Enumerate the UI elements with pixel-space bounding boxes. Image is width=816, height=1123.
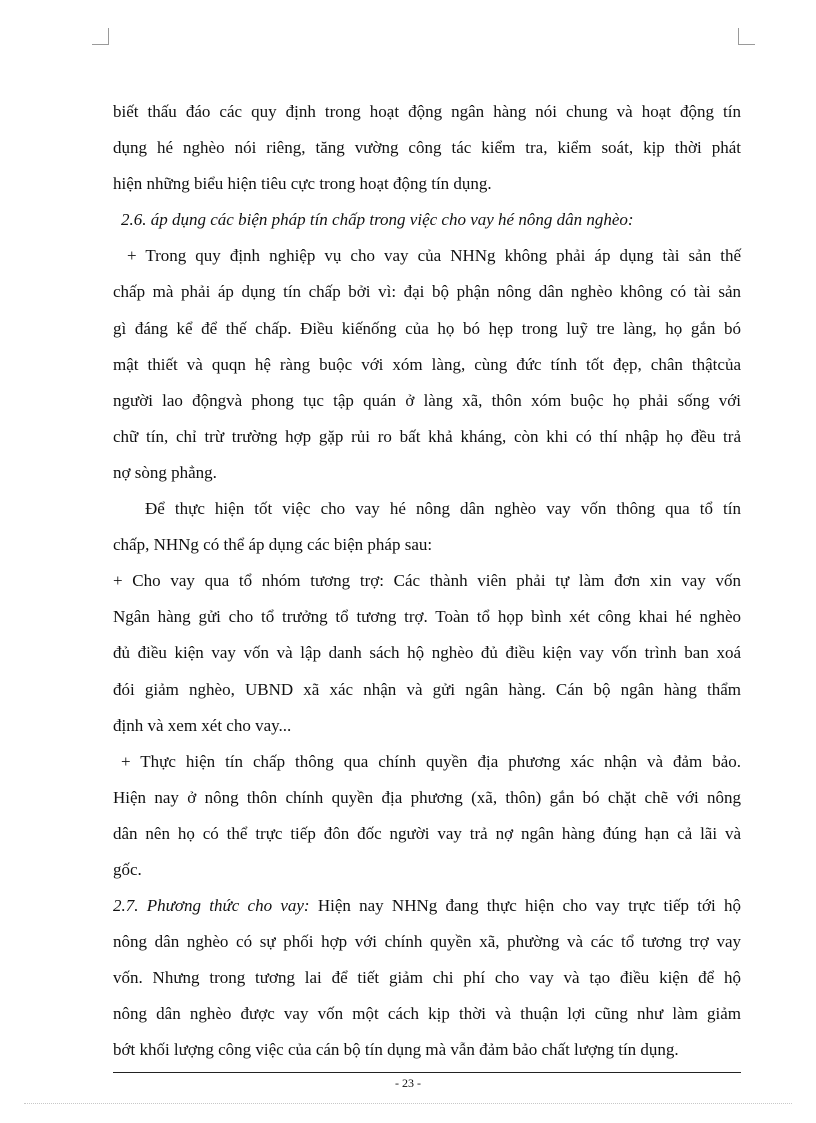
text-line: Để thực hiện tốt việc cho vay hé nông dân nghèo vay vốn thông qua tổ tín <box>145 499 741 519</box>
text-line: định và xem xét cho vay... <box>113 715 292 735</box>
text-line: Ngân hàng gửi cho tổ trưởng tổ tương trợ. Toàn tổ họp bình xét công khai hé nghèo <box>113 607 741 627</box>
text-line: gốc. <box>113 859 142 879</box>
text-line: Hiện nay ở nông thôn chính quyền địa phương (xã, thôn) gắn bó chặt chẽ với nông <box>113 787 741 807</box>
page-bottom-border <box>24 1103 792 1104</box>
text-line: chữ tín, chỉ trừ trường hợp gặp rủi ro bất khả kháng, còn khi có thí nhập họ đều trả <box>113 426 741 446</box>
text-line: nợ sòng phẳng. <box>113 462 217 482</box>
text-line: đói giảm nghèo, UBND xã xác nhận và gửi ngân hàng. Cán bộ ngân hàng thẩm <box>113 679 741 699</box>
page-number: - 23 - <box>395 1076 421 1090</box>
text-line: nông dân nghèo có sự phối hợp với chính quyền xã, phường và các tổ tương trợ vay <box>113 932 741 952</box>
text-line: đủ điều kiện vay vốn và lập danh sách hộ nghèo đủ điều kiện vay vốn trình ban xoá <box>113 643 741 663</box>
text-line: gì đáng kể để thế chấp. Điều kiếnống của họ bó hẹp trong luỹ tre làng, họ gắn bó <box>113 318 741 338</box>
text-line: người lao độngvà phong tục tập quán ở làng xã, thôn xóm buộc họ phải sống với <box>113 390 741 410</box>
section-heading-2-6: 2.6. áp dụng các biện pháp tín chấp trong việc cho vay hé nông dân nghèo: <box>121 210 634 230</box>
footer-rule <box>113 1072 741 1073</box>
text-line: nông dân nghèo được vay vốn một cách kịp thời và thuận lợi cũng như làm giảm <box>113 1004 741 1024</box>
text-line: + Thực hiện tín chấp thông qua chính quyền địa phương xác nhận và đảm bảo. <box>121 751 741 771</box>
crop-mark-top-right <box>738 28 755 45</box>
text-line: dụng hé nghèo nói riêng, tăng vường công tác kiểm tra, kiểm soát, kịp thời phát <box>113 138 741 158</box>
section-heading-2-7: 2.7. Phương thức cho vay: <box>113 896 310 916</box>
text-line: bớt khối lượng công việc của cán bộ tín dụng mà vẫn đảm bảo chất lượng tín dụng. <box>113 1040 679 1060</box>
body-text <box>113 94 741 1069</box>
crop-mark-top-left <box>92 28 109 45</box>
text-line: biết thấu đáo các quy định trong hoạt động ngân hàng nói chung và hoạt động tín <box>113 102 741 121</box>
text-line: + Cho vay qua tổ nhóm tương trợ: Các thành viên phải tự làm đơn xin vay vốn <box>113 571 741 591</box>
text-line: vốn. Nhưng trong tương lai để tiết giảm chi phí cho vay và tạo điều kiện để hộ <box>113 968 741 988</box>
text-line: dân nên họ có thể trực tiếp đôn đốc người vay trả nợ ngân hàng đúng hạn cả lãi và <box>113 823 741 843</box>
section-heading-2-7-text: Hiện nay NHNg đang thực hiện cho vay trực tiếp tới hộ <box>309 896 741 916</box>
text-line: mật thiết và quqn hệ ràng buộc với xóm làng, cùng đức tính tốt đẹp, chân thậtcủa <box>113 354 741 374</box>
text-line: chấp mà phải áp dụng tín chấp bởi vì: đại bộ phận nông dân nghèo không có tài sản <box>113 282 741 302</box>
text-line: hiện những biểu hiện tiêu cực trong hoạt động tín dụng. <box>113 174 492 194</box>
text-line: + Trong quy định nghiệp vụ cho vay của NHNg không phải áp dụng tài sản thế <box>127 246 741 266</box>
text-line: chấp, NHNg có thể áp dụng các biện pháp sau: <box>113 535 433 555</box>
section-heading-2-7-line <box>113 888 741 924</box>
